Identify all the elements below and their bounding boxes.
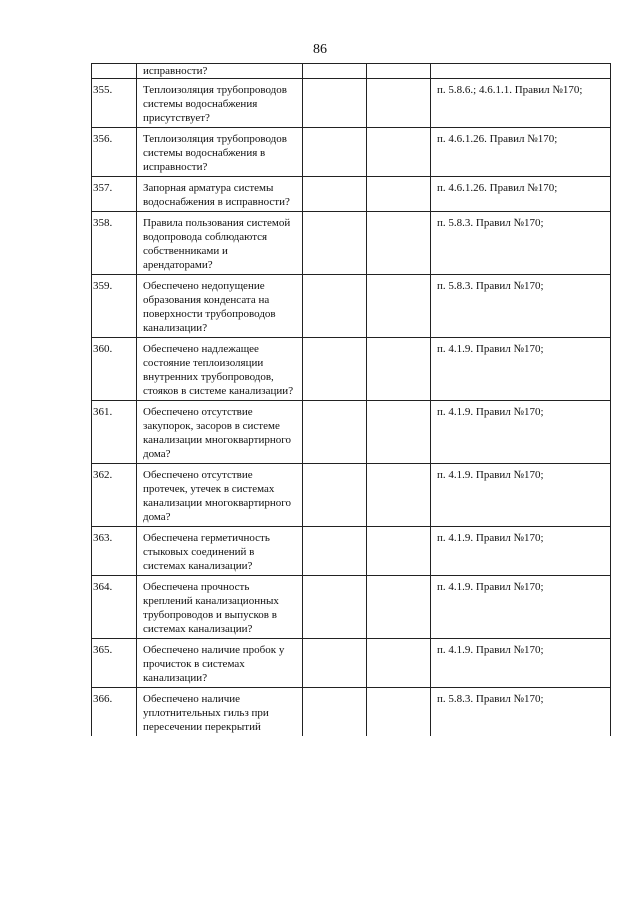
reference-cell-text: п. 4.1.9. Правил №170; [437,644,544,656]
page-number: 86 [313,42,327,57]
answer-cell-2 [367,576,431,639]
reference-cell-text: п. 5.8.3. Правил №170; [437,280,544,292]
number-cell [92,275,137,338]
answer-cell-1 [303,464,367,527]
answer-cell-2 [367,527,431,576]
table-row [92,464,611,527]
reference-cell [431,527,611,576]
question-cell [137,639,303,688]
reference-cell-text: п. 5.8.6.; 4.6.1.1. Правил №170; [437,84,583,96]
number-cell-text: 357. [93,182,113,194]
question-cell-text: Обеспечена герметичность стыковых соединений в системах канализации? [143,532,270,572]
number-cell [92,177,137,212]
reference-cell [431,401,611,464]
question-cell-text: Теплоизоляция трубопроводов системы водоснабжения в исправности? [143,133,287,173]
reference-cell [431,464,611,527]
answer-cell-1 [303,212,367,275]
inspection-table [91,63,611,736]
number-cell-text: 361. [93,406,113,418]
question-cell-text: Обеспечено наличие уплотнительных гильз при пересечении перекрытий [143,693,269,733]
question-cell [137,688,303,737]
number-cell [92,401,137,464]
table-row [92,275,611,338]
number-cell-text: 358. [93,217,113,229]
number-cell-text: 364. [93,581,113,593]
reference-cell [431,177,611,212]
answer-cell-1 [303,527,367,576]
reference-cell [431,212,611,275]
question-cell [137,527,303,576]
number-cell [92,212,137,275]
question-cell-text: Обеспечено недопущение образования конденсата на поверхности трубопроводов канализации? [143,280,276,334]
number-cell-text: 359. [93,280,113,292]
answer-cell-2 [367,639,431,688]
reference-cell [431,688,611,737]
number-cell-text: 360. [93,343,113,355]
table-row [92,128,611,177]
reference-cell [431,275,611,338]
reference-cell-text: п. 4.1.9. Правил №170; [437,406,544,418]
question-cell-text: Обеспечено наличие пробок у прочисток в системах канализации? [143,644,285,684]
number-cell [92,64,137,79]
table-row [92,688,611,737]
question-cell-text: Правила пользования системой водопровода соблюдаются собственниками и арендаторами? [143,217,291,271]
table-row [92,79,611,128]
question-cell [137,464,303,527]
table-row [92,639,611,688]
question-cell-text: Запорная арматура системы водоснабжения в исправности? [143,182,290,208]
reference-cell-text: п. 4.6.1.26. Правил №170; [437,133,558,145]
answer-cell-2 [367,401,431,464]
table-row-continued [92,64,611,79]
number-cell [92,338,137,401]
answer-cell-1 [303,177,367,212]
answer-cell-2 [367,128,431,177]
question-cell-text: Обеспечено отсутствие протечек, утечек в системах канализации многоквартирного дома? [143,469,291,523]
reference-cell [431,64,611,79]
question-cell [137,576,303,639]
question-cell-text: Обеспечена прочность креплений канализационных трубопроводов и выпусков в системах канализации? [143,581,279,635]
table-row [92,576,611,639]
reference-cell-text: п. 4.6.1.26. Правил №170; [437,182,558,194]
answer-cell-2 [367,64,431,79]
number-cell [92,639,137,688]
number-cell-text: 365. [93,644,113,656]
table-row [92,177,611,212]
answer-cell-1 [303,64,367,79]
question-cell-text: Теплоизоляция трубопроводов системы водоснабжения присутствует? [143,84,287,124]
reference-cell-text: п. 4.1.9. Правил №170; [437,343,544,355]
question-cell [137,401,303,464]
answer-cell-1 [303,79,367,128]
reference-cell-text: п. 4.1.9. Правил №170; [437,532,544,544]
reference-cell-text: п. 5.8.3. Правил №170; [437,217,544,229]
reference-cell-text: п. 5.8.3. Правил №170; [437,693,544,705]
number-cell-text: 362. [93,469,113,481]
reference-cell [431,639,611,688]
reference-cell-text: п. 4.1.9. Правил №170; [437,469,544,481]
number-cell [92,128,137,177]
answer-cell-2 [367,212,431,275]
number-cell-text: 355. [93,84,113,96]
answer-cell-2 [367,338,431,401]
number-cell [92,464,137,527]
reference-cell [431,338,611,401]
question-cell [137,212,303,275]
table-row [92,401,611,464]
answer-cell-2 [367,688,431,737]
answer-cell-1 [303,128,367,177]
number-cell [92,527,137,576]
reference-cell-text: п. 4.1.9. Правил №170; [437,581,544,593]
answer-cell-2 [367,79,431,128]
question-cell [137,177,303,212]
answer-cell-1 [303,688,367,737]
question-cell: исправности? [137,64,303,79]
answer-cell-2 [367,275,431,338]
answer-cell-1 [303,401,367,464]
answer-cell-1 [303,576,367,639]
number-cell-text: 366. [93,693,113,705]
number-cell-text: 356. [93,133,113,145]
number-cell [92,79,137,128]
number-cell-text: 363. [93,532,113,544]
number-cell [92,688,137,737]
number-cell [92,576,137,639]
answer-cell-1 [303,338,367,401]
reference-cell [431,128,611,177]
answer-cell-2 [367,464,431,527]
answer-cell-1 [303,275,367,338]
table-row [92,527,611,576]
question-cell [137,79,303,128]
answer-cell-2 [367,177,431,212]
answer-cell-1 [303,639,367,688]
question-cell-text: Обеспечено отсутствие закупорок, засоров в системе канализации многоквартирного дома? [143,406,291,460]
question-cell [137,338,303,401]
reference-cell [431,79,611,128]
table-row [92,338,611,401]
table-row [92,212,611,275]
question-cell [137,275,303,338]
question-cell-text: Обеспечено надлежащее состояние теплоизоляции внутренних трубопроводов, стояков в системе канализации? [143,343,294,397]
question-cell [137,128,303,177]
reference-cell [431,576,611,639]
